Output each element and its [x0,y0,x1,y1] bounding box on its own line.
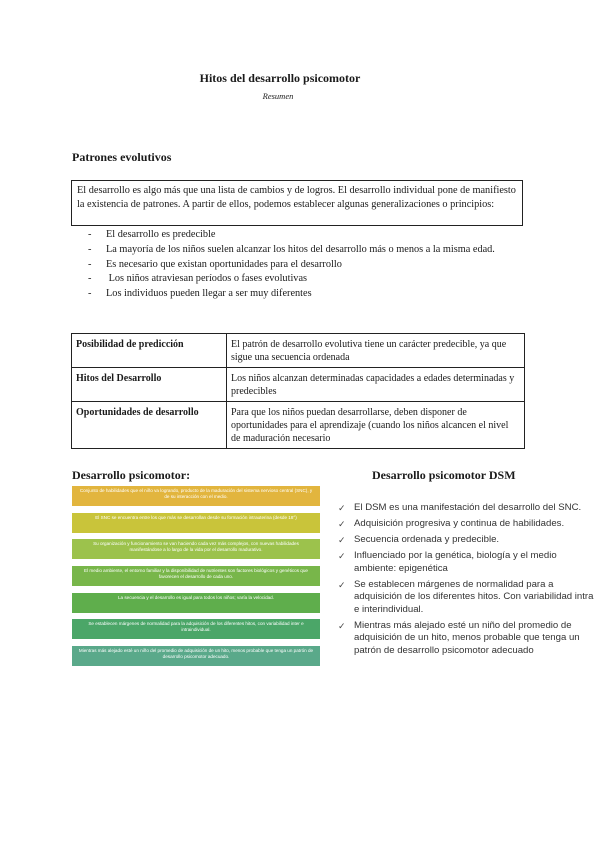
document-subtitle: Resumen [262,91,294,101]
infographic-bar: La secuencia y el desarrollo es igual para todos los niños; varía la velocidad. [72,593,320,613]
check-icon: ✓ [338,519,346,530]
infographic-bar: El SNC se encuentra entre los que más se desarrollan desde su formación intrauterina (desde 18°) [72,513,320,533]
list-item: ✓ Adquisición progresiva y continua de habilidades. [338,518,565,530]
patrones-intro-box: El desarrollo es algo más que una lista de cambios y de logros. El desarrollo individual pone de manifiesto la existencia de patrones. A partir de ellos, podemos establecer algunas generalizaciones o principios: [71,180,523,226]
concepts-table [71,333,525,449]
list-item: - Los niños atraviesan períodos o fases evolutivas [88,273,308,285]
table-value-cell: Para que los niños puedan desarrollarse, deben disponer de oportunidades para el aprendizaje (cuando los niños alcancen el nivel de maduración necesario [227,402,525,449]
patrones-list [88,228,558,302]
list-item: - La mayoría de los niños suelen alcanzar los hitos del desarrollo más o menos a la misma edad. [88,243,495,255]
check-icon: ✓ [338,535,346,546]
table-value-cell: El patrón de desarrollo evolutiva tiene un carácter predecible, ya que sigue una secuencia ordenada [227,334,525,368]
check-icon: ✓ [338,503,346,513]
patrones-heading: Patrones evolutivos [72,150,172,164]
check-icon: ✓ [338,620,346,631]
infographic-bar: Conjunto de habilidades que el niño va logrando, producto de la maduración del sistema nervioso central (SNC), y de su interacción con el medio. [72,486,320,506]
check-icon: ✓ [338,551,346,562]
table-key-cell: Posibilidad de predicción [72,334,227,368]
psicomotor-heading: Desarrollo psicomotor: [72,468,191,482]
list-item: - Los individuos pueden llegar a ser muy diferentes [88,288,312,300]
dsm-heading: Desarrollo psicomotor DSM [372,468,516,482]
list-item: ✓ Secuencia ordenada y predecible. [338,534,500,546]
list-item: ✓ Mientras más alejado esté un niño del promedio de adquisición de un hito, menos probable que tenga un patrón de desarrollo psicomotor adecuado [338,619,580,656]
table-row [72,368,525,402]
list-item: - El desarrollo es predecible [88,229,216,240]
infographic-bar: Su organización y funcionamiento se van haciendo cada vez más complejos, con nuevas habilidades manifestándose a lo largo de la vida por el desarrollo madurativo. [72,539,320,559]
infographic-bar: El medio ambiente, el entorno familiar y la disponibilidad de nutrientes son factores biológicos y genéticos que favorecen el desarrollo de cada uno. [72,566,320,586]
infographic-bar: Se establecen márgenes de normalidad para la adquisición de los diferentes hitos, con variabilidad inter e intraindividual. [72,619,320,639]
infographic-bar: Mientras más alejado esté un niño del promedio de adquisición de un hito, menos probable que tenga un patrón de desarrollo psicomotor adecuado. [72,646,320,666]
table-row [72,402,525,449]
check-icon: ✓ [338,579,346,590]
list-item: ✓ El DSM es una manifestación del desarrollo del SNC. [338,502,582,513]
dsm-list [338,502,600,661]
list-item: ✓ Influenciado por la genética, biología y el medio ambiente: epigenética [338,550,557,574]
table-row [72,334,525,368]
list-item: - Es necesario que existan oportunidades para el desarrollo [88,258,342,270]
document-title: Hitos del desarrollo psicomotor [199,71,361,85]
table-key-cell: Hitos del Desarrollo [72,368,227,402]
list-item: ✓ Se establecen márgenes de normalidad para a adquisición de los diferentes hitos. Con variabilidad intra e interindividual. [338,578,594,615]
table-value-cell: Los niños alcanzan determinadas capacidades a edades determinadas y predecibles [227,368,525,402]
table-key-cell: Oportunidades de desarrollo [72,402,227,449]
